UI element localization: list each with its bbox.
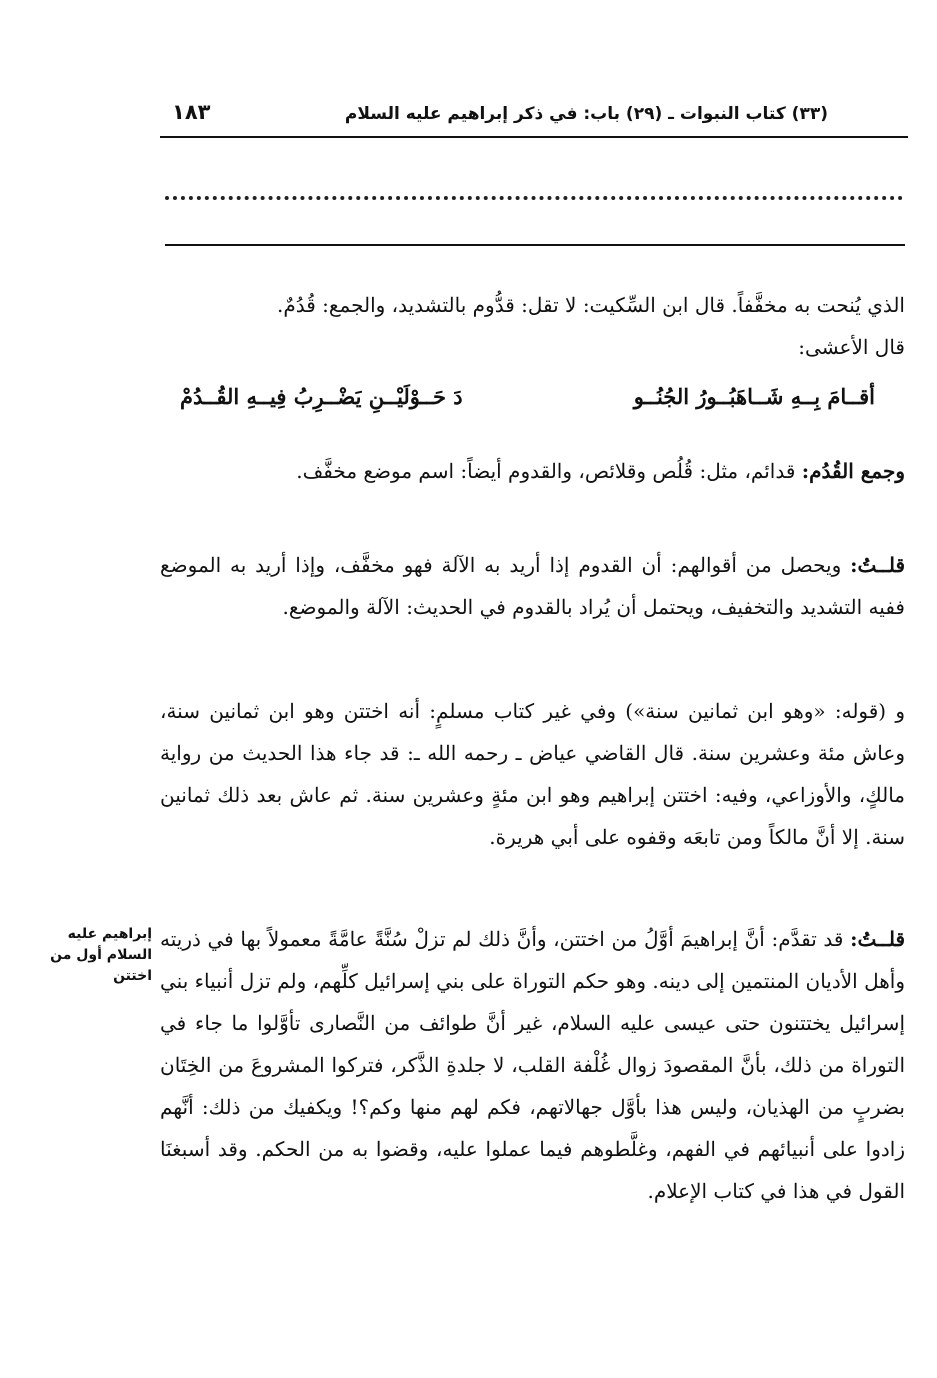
verse-second-hemistich: دَ حَــوْلَيْــنِ يَضْــرِبُ فِيــهِ القُــدُمْ: [180, 384, 463, 409]
paragraph-text: الذي يُنحت به مخفَّفاً. قال ابن السِّكيت: لا تقل: قدُّوم بالتشديد، والجمع: قُدُمٌ.: [276, 293, 905, 317]
paragraph-text: و (قوله: «وهو ابن ثمانين سنة») وفي غير كتاب مسلمٍ: أنه اختتن وهو ابن ثمانين سنة، وعاش مئة وعشرين سنة. قال القاضي عياض ـ رحمه الله ـ: قد جاء هذا الحديث من رواية مالكٍ، والأوزاعي، وفيه: اختتن إبراهيم وهو ابن مئةٍ وعشرين سنة. ثم عاش بعد ذلك ثمانين سنة. إلا أنَّ مالكاً ومن تابعَه وقفوه على أبي هريرة.: [160, 699, 905, 849]
paragraph-qultu-2: [160, 918, 905, 1212]
paragraph-lead: قلــتُ:: [850, 553, 906, 577]
paragraph-eighty-years: [160, 690, 905, 858]
paragraph-lead: وجمع القُدُم:: [801, 459, 905, 483]
paragraph-text: قد تقدَّم: أنَّ إبراهيمَ أوَّلُ من اختتن، وأنَّ ذلك لم تزلْ سُنَّةً عامَّةً معمولاً بها في ذريته وأهل الأديان المنتمين إلى دينه. وهو حكم التوراة على بني إسرائيل كلِّهم، ولم تزل أنبياء بني إسرائيل يختتنون حتى عيسى عليه السلام، غير أنَّ طوائف من النَّصارى تأوَّلوا ما جاء في التوراة من ذلك، بأنَّ المقصودَ زوال غُلْفة القلب، لا جلدةِ الذَّكر، فتركوا المشروعَ من الخِتَان بضربٍ من الهذيان، وليس هذا بأوَّل جهالاتهم، فكم لهم منها وكم؟! ويكفيك من ذلك: أنَّهم زادوا على أنبيائهم في الفهم، وغلَّطوهم فيما عملوا عليه، وقضوا به من الحكم. وقد أسبغنَا القول في هذا في كتاب الإعلام.: [160, 927, 905, 1203]
verse-first-hemistich: أقــامَ بِــهِ شَــاهَبُــورُ الجُنُــو: [633, 384, 875, 409]
paragraph-plural: [160, 450, 905, 492]
footnote-rule: [165, 244, 905, 246]
paragraph-qultu-1: [160, 544, 905, 628]
poetry-verse: [160, 380, 905, 426]
page-number: ١٨٣: [172, 100, 211, 124]
paragraph-text: ويحصل من أقوالهم: أن القدوم إذا أريد به الآلة فهو مخفَّف، وإذا أريد به الموضع ففيه التشديد والتخفيف، ويحتمل أن يُراد بالقدوم في الحديث: الآلة والموضع.: [160, 553, 905, 619]
running-title: (٣٣) كتاب النبوات ـ (٢٩) باب: في ذكر إبراهيم عليه السلام: [344, 104, 828, 124]
dotted-separator: [165, 182, 903, 200]
margin-note: إبراهيم عليه السلام أول من اختتن: [50, 926, 152, 984]
page-header: [160, 96, 908, 138]
paragraph-qudum: [160, 284, 905, 368]
paragraph-text: قدائم، مثل: قُلُص وقلائص، والقدوم أيضاً: اسم موضع مخفَّف.: [296, 459, 796, 483]
paragraph-text: قال الأعشى:: [798, 335, 905, 359]
paragraph-lead: قلــتُ:: [850, 927, 906, 951]
